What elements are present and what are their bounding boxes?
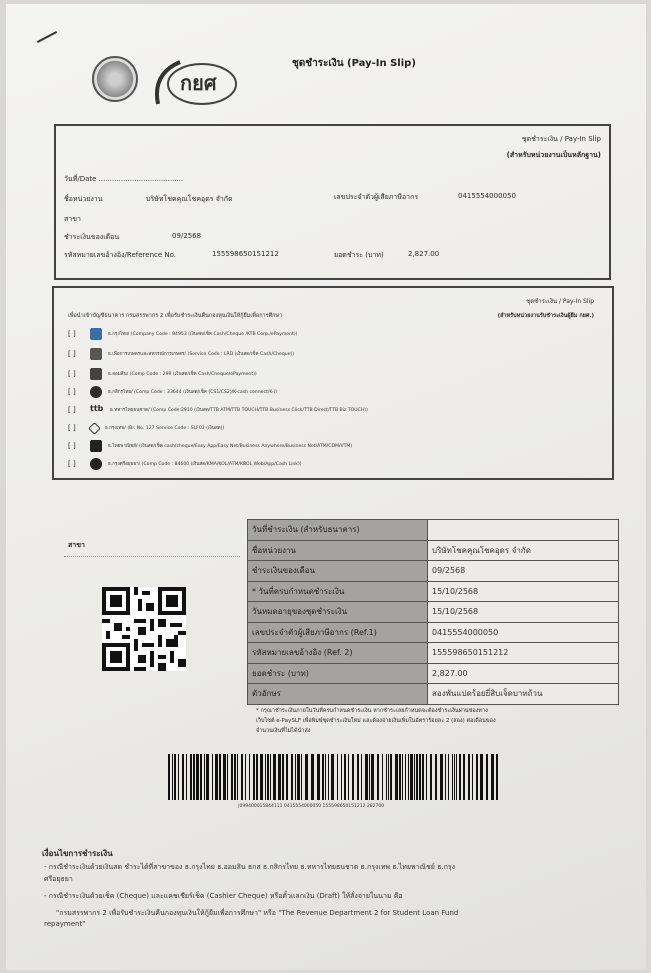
taxid-value: 0415554000050 <box>458 192 516 200</box>
table-row <box>248 561 619 582</box>
section2-subheader: (สำหรับหน่วยงานรับชำระเงินผู้ยืม กยศ.) <box>497 313 594 319</box>
section1-header: ชุดชำระเงิน / Pay-In Slip <box>521 135 601 143</box>
table-value: 0415554000050 <box>428 622 619 643</box>
bank-option[interactable] <box>68 438 352 454</box>
table-value: บริษัทโชคคุณโชคอุดร จำกัด <box>428 540 619 561</box>
bank-checkbox[interactable]: [ ] <box>68 330 76 338</box>
bank-option[interactable] <box>68 346 294 362</box>
bank-option-text: ธ.ทหารไทยธนชาต/ (Comp Code:2910 (เงินสด/TTB ATM/TTB TOUCH/TTB Business Click/TTB Direct/TTB Biz TOUCH)) <box>110 407 368 413</box>
amount-label: ยอดชำระ (บาท) <box>334 251 384 259</box>
bank-option-text: ธ.กสิกรไทย/ (Comp Code : 33644 (เงินสด/เช็ค (CS1/CS2)/K-cash connect/K-)) <box>108 389 278 395</box>
ttb-bank-icon: ttb <box>90 404 104 413</box>
table-value <box>428 520 619 541</box>
table-label: * วันที่ครบกำหนดชำระเงิน <box>248 581 428 602</box>
bank-checkbox[interactable]: [ ] <box>68 350 76 358</box>
table-label: ยอดชำระ (บาท) <box>248 663 428 684</box>
bank-option[interactable] <box>68 402 368 418</box>
condition-line: - กรณีชำระเงินด้วยเงินสด ชำระได้ที่สาขาของ ธ.กรุงไทย ธ.ออมสิน ธกส ธ.กสิกรไทย ธ.ทหารไทยธนชาต ธ.กรุงเทพ ธ.ไทยพาณิชย์ ธ.กรุง <box>44 863 456 871</box>
branch-label-lower: สาขา <box>68 541 85 549</box>
bank-option-text: ธ.กรุงไทย/ (Company Code : 84953 (เงินสด/เช็ค Cash/Cheque /KTB Corp./ePayment)) <box>108 331 298 337</box>
bank-checkbox[interactable]: [ ] <box>68 442 76 450</box>
table-label: วันที่ชำระเงิน (สำหรับธนาคาร) <box>248 520 428 541</box>
table-row <box>248 622 619 643</box>
table-value: 2,827.00 <box>428 663 619 684</box>
amount-value: 2,827.00 <box>408 250 440 258</box>
bank-option[interactable] <box>68 366 257 382</box>
table-label: ตัวอักษร <box>248 684 428 705</box>
agency-label: ชื่อหน่วยงาน <box>64 195 103 203</box>
late-payment-note <box>256 706 496 736</box>
table-label: ชำระเงินของเดือน <box>248 561 428 582</box>
bank-option[interactable] <box>68 326 297 342</box>
reference-value: 155598650151212 <box>212 250 279 258</box>
section-bank-copy <box>52 286 614 480</box>
pay-in-slip-page <box>6 4 646 970</box>
table-value: 15/10/2568 <box>428 602 619 623</box>
table-value: 15/10/2568 <box>428 581 619 602</box>
table-label: เลขประจำตัวผู้เสียภาษีอากร (Ref.1) <box>248 622 428 643</box>
table-row <box>248 643 619 664</box>
condition-line: - กรณีชำระเงินด้วยเช็ค (Cheque) และแคชเชียร์เช็ค (Cashier Cheque) หรือตั๋วแลกเงิน (Draft) ให้สั่งจ่ายในนาม คือ <box>44 892 403 900</box>
scb-bank-icon <box>90 440 102 452</box>
section-agency-copy <box>54 124 611 280</box>
agency-value: บริษัทโชคคุณโชคอุดร จำกัด <box>146 195 233 203</box>
condition-line: repayment" <box>44 920 86 928</box>
table-row <box>248 581 619 602</box>
table-row <box>248 602 619 623</box>
bank-option[interactable] <box>68 384 277 400</box>
section1-subheader: (สำหรับหน่วยงานเป็นหลักฐาน) <box>506 151 601 159</box>
kasikorn-bank-icon <box>90 386 102 398</box>
barcode-number: |099400015844111 0415554000050 155598650151212 282700 <box>238 804 385 809</box>
note-line: จำนวนเงินที่ไม่ได้นำส่ง <box>256 728 311 734</box>
payment-info-table <box>247 519 619 705</box>
document-title: ชุดชำระเงิน (Pay-In Slip) <box>292 58 416 69</box>
table-label: รหัสหมายเลขอ้างอิง (Ref. 2) <box>248 643 428 664</box>
month-label: ชำระเงินของเดือน <box>64 233 120 241</box>
table-row <box>248 684 619 705</box>
qr-code-icon <box>102 587 186 671</box>
date-field: วันที่/Date ...................................... <box>64 175 184 183</box>
condition-line: ศรีอยุธยา <box>44 875 73 883</box>
table-label: วันหมดอายุของชุดชำระเงิน <box>248 602 428 623</box>
gsb-bank-icon <box>90 368 102 380</box>
conditions-title: เงื่อนไขการชำระเงิน <box>42 849 113 858</box>
bank-option-text: ธ.กรุงเทพ/ (Br. No. 127 Service Code : SLF03 (เงินสด)) <box>105 425 225 431</box>
bank-option-text: ธ.กรุงศรีอยุธยา/ (Comp Code : 84600 (เงินสด/KMA/KOL/ATM/KBOL Web/App/Cash Link)) <box>108 461 302 467</box>
section2-header: ชุดชำระเงิน / Pay-In Slip <box>526 298 594 305</box>
table-label: ชื่อหน่วยงาน <box>248 540 428 561</box>
bank-option[interactable] <box>68 420 224 436</box>
bank-checkbox[interactable]: [ ] <box>68 460 76 468</box>
reference-label: รหัสหมายเลขอ้างอิง/Reference No. <box>64 251 177 259</box>
bank-checkbox[interactable]: [ ] <box>68 424 76 432</box>
table-row <box>248 663 619 684</box>
bank-checkbox[interactable]: [ ] <box>68 370 76 378</box>
bank-option-text: ธ.ไทยพาณิชย์/ (เงินสด/เช็ค cash/cheque/Easy App/Easy Net/Business Anywhere/Business Net/ATM/CDM/VTM) <box>108 443 353 449</box>
condition-line: "กรมสรรพากร 2 เพื่อรับชำระเงินคืนกองทุนเงินให้กู้ยืมเพื่อการศึกษา" หรือ "The Revenue Department 2 for Student Loan Fund <box>56 909 459 917</box>
table-value: 155598650151212 <box>428 643 619 664</box>
branch-line <box>64 556 240 557</box>
table-row <box>248 540 619 561</box>
note-line: เว็บไซต์ e-PaySLF เพื่อพิมพ์ชุดชำระเงินใหม่ และต้องจ่ายเงินเพิ่มในอัตราร้อยละ 2 (สอง) ต่อเดือนของ <box>256 718 496 724</box>
bank-checkbox[interactable]: [ ] <box>68 406 76 414</box>
krungthai-bank-icon <box>90 328 102 340</box>
tax-dept-icon <box>90 348 102 360</box>
branch-label: สาขา <box>64 215 81 223</box>
revenue-department-seal-icon <box>92 56 138 102</box>
bank-intro: เพื่อนำเข้าบัญชีธนาคาร กรมสรรพากร 2 เพื่อรับชำระเงินคืนกองทุนเงินให้กู้ยืมเพื่อการศึกษา <box>68 313 283 319</box>
table-value: 09/2568 <box>428 561 619 582</box>
pen-mark <box>37 31 57 43</box>
bank-checkbox[interactable]: [ ] <box>68 388 76 396</box>
krungsri-bank-icon <box>90 458 102 470</box>
slf-logo-icon <box>150 54 240 110</box>
svg-text:กยศ: กยศ <box>180 71 217 95</box>
table-row <box>248 520 619 541</box>
table-value: สองพันแปดร้อยยี่สิบเจ็ดบาทถ้วน <box>428 684 619 705</box>
bank-option-text: ธ.ออมสิน/ (Comp Code : 299 (เงินสด/เช็ค Cash/Cheque/ePayment)) <box>108 371 257 377</box>
barcode-icon <box>168 754 500 800</box>
note-line: * กรุณาชำระเงินภายในวันที่ครบกำหนดชำระเงิน หากชำระเลยกำหนดจะต้องชำระเงินผ่านช่องทาง <box>256 708 488 714</box>
month-value: 09/2568 <box>172 232 202 240</box>
taxid-label: เลขประจำตัวผู้เสียภาษีอากร <box>334 193 419 201</box>
bank-option[interactable] <box>68 456 302 472</box>
krungthep-bank-icon <box>88 422 101 435</box>
bank-option-text: ธ.เพื่อการเกษตรและสหกรณ์การเกษตร/ (Service Code : LRD (เงินสด/เช็ค Cash/Cheque)) <box>108 351 295 357</box>
